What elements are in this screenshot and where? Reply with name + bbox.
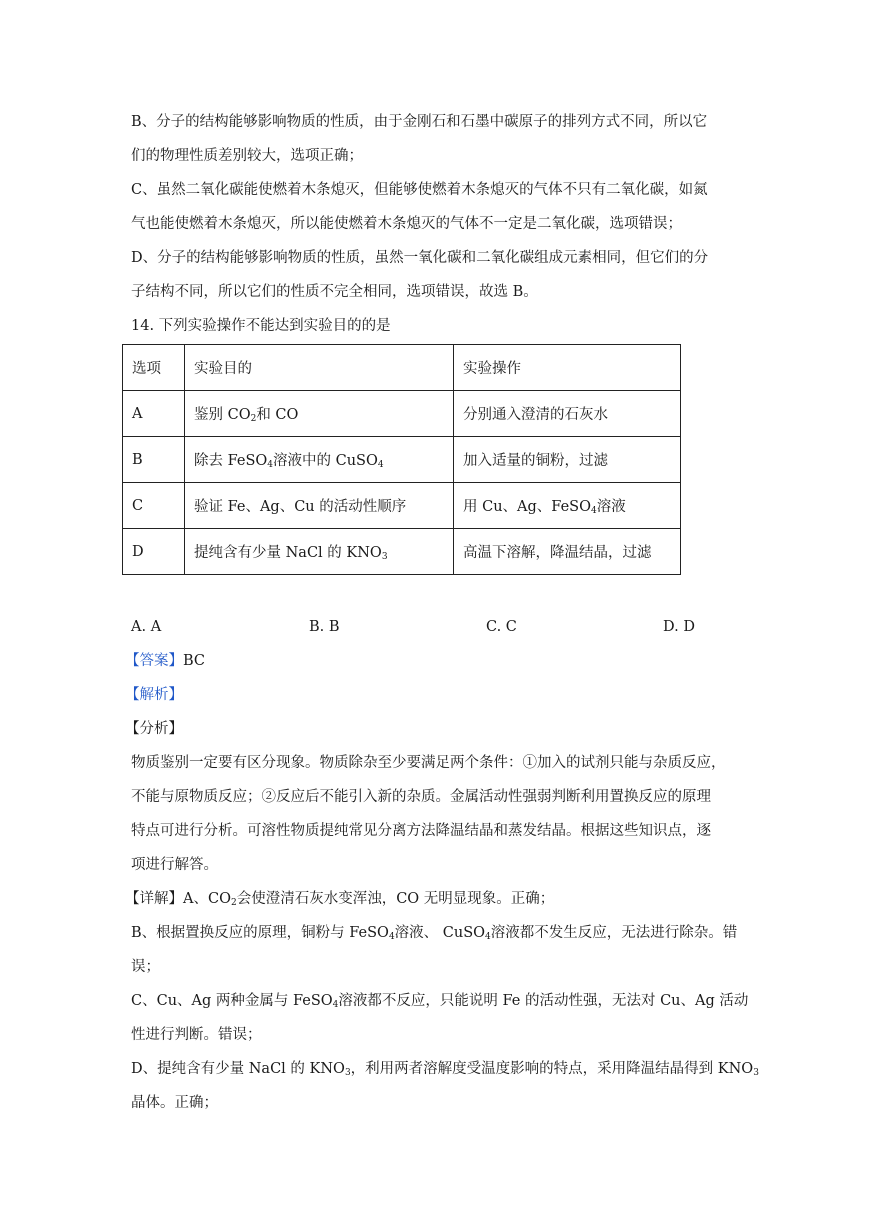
cell-text: 溶液中的 CuSO: [273, 453, 378, 469]
subscript: 4: [388, 932, 395, 942]
subscript: 4: [332, 1000, 339, 1010]
fenxi-text-line: 特点可进行分析。可溶性物质提纯常见分离方法降温结晶和蒸发结晶。根据这些知识点，逐: [131, 823, 711, 839]
cell-text: 除去 FeSO: [194, 453, 268, 469]
table-cell-goal: [185, 483, 454, 529]
table-header-cell: 实验目的: [185, 345, 454, 391]
fenxi-text-line: 不能与原物质反应；②反应后不能引入新的杂质。金属活动性强弱判断利用置换反应的原理: [131, 789, 711, 805]
answer-label: 【答案】: [125, 653, 183, 669]
analysis-label: 【解析】: [125, 687, 183, 703]
text-line: B、分子的结构能够影响物质的性质，由于金刚石和石墨中碳原子的排列方式不同，所以它: [131, 114, 708, 130]
text-line: C、虽然二氧化碳能使燃着木条熄灭，但能够使燃着木条熄灭的气体不只有二氧化碳，如氮: [131, 182, 708, 198]
table-header-cell: 选项: [123, 345, 185, 391]
text-line: D、分子的结构能够影响物质的性质，虽然一氧化碳和二氧化碳组成元素相同，但它们的分: [131, 250, 709, 266]
subscript: 4: [590, 506, 597, 516]
table-cell-option: A: [123, 391, 185, 437]
option-b: B. B: [309, 619, 340, 635]
answer-value: BC: [183, 653, 206, 669]
fenxi-text-line: 物质鉴别一定要有区分现象。物质除杂至少要满足两个条件：①加入的试剂只能与杂质反应，: [131, 755, 726, 771]
subscript: 2: [230, 898, 237, 908]
question-title: 14. 下列实验操作不能达到实验目的的是: [131, 318, 391, 334]
detail-text: 溶液、 CuSO: [394, 925, 486, 941]
text-line: 气也能使燃着木条熄灭，所以能使燃着木条熄灭的气体不一定是二氧化碳，选项错误；: [131, 216, 682, 232]
detail-line-d2: 晶体。正确；: [131, 1095, 218, 1111]
table-cell-operation: [454, 437, 681, 483]
detail-text: 会使澄清石灰水变浑浊，CO 无明显现象。正确；: [236, 891, 555, 907]
cell-text: 鉴别 CO: [194, 407, 251, 423]
analysis-heading: [125, 685, 183, 705]
table-cell-goal: [185, 437, 454, 483]
text-line: 子结构不同，所以它们的性质不完全相同，选项错误，故选 B。: [131, 284, 538, 300]
table-cell-option: D: [123, 529, 185, 575]
option-d: D. D: [663, 619, 695, 635]
option-c: C. C: [486, 619, 517, 635]
detail-line-c: [131, 991, 748, 1011]
detail-text: D、提纯含有少量 NaCl 的 KNO: [131, 1061, 345, 1077]
detail-text: A、CO: [183, 891, 231, 907]
fenxi-text-line: 项进行解答。: [131, 857, 218, 873]
cell-text: 溶液: [596, 499, 626, 515]
table-row: [123, 391, 681, 437]
table-row: [123, 483, 681, 529]
subscript: 2: [250, 414, 257, 424]
detail-line-b2: 误；: [131, 959, 160, 975]
table-header-cell: 实验操作: [454, 345, 681, 391]
answer-line: [125, 651, 205, 671]
cell-text: 和 CO: [256, 407, 299, 423]
table-cell-option: B: [123, 437, 185, 483]
detail-line-d: [131, 1059, 759, 1079]
cell-text: 用 Cu、Ag、FeSO: [463, 499, 591, 515]
table-cell-operation: [454, 483, 681, 529]
detail-line-b: [131, 923, 737, 943]
table-header-row: [123, 345, 681, 391]
cell-text: 分别通入澄清的石灰水: [463, 407, 608, 423]
detail-text: C、Cu、Ag 两种金属与 FeSO: [131, 993, 333, 1009]
detail-text: ，利用两者溶解度受温度影响的特点，采用降温结晶得到 KNO: [350, 1061, 754, 1077]
cell-text: 加入适量的铜粉，过滤: [463, 453, 608, 469]
subscript: 3: [753, 1068, 759, 1078]
table-cell-operation: [454, 391, 681, 437]
detail-text: B、根据置换反应的原理，铜粉与 FeSO: [131, 925, 389, 941]
experiment-table: [122, 344, 681, 575]
table-cell-goal: [185, 529, 454, 575]
subscript: 3: [381, 552, 388, 562]
detail-line-c2: 性进行判断。错误；: [131, 1027, 262, 1043]
fenxi-heading: 【分析】: [125, 721, 183, 737]
subscript: 3: [344, 1068, 351, 1078]
table-cell-operation: [454, 529, 681, 575]
cell-text: 高温下溶解，降温结晶，过滤: [463, 545, 652, 561]
detail-text: 溶液都不发生反应，无法进行除杂。错: [490, 925, 738, 941]
table-row: [123, 529, 681, 575]
subscript: 4: [377, 460, 384, 470]
cell-text: 验证 Fe、Ag、Cu 的活动性顺序: [194, 499, 407, 515]
detail-line-a: [125, 889, 554, 909]
detail-label: 【详解】: [125, 891, 183, 907]
option-a: A. A: [131, 619, 162, 635]
text-line: 们的物理性质差别较大，选项正确；: [131, 148, 363, 164]
subscript: 4: [267, 460, 274, 470]
detail-text: 溶液都不反应，只能说明 Fe 的活动性强，无法对 Cu、Ag 活动: [338, 993, 749, 1009]
cell-text: 提纯含有少量 NaCl 的 KNO: [194, 545, 382, 561]
table-cell-option: C: [123, 483, 185, 529]
subscript: 4: [485, 932, 491, 942]
table-row: [123, 437, 681, 483]
table-cell-goal: [185, 391, 454, 437]
